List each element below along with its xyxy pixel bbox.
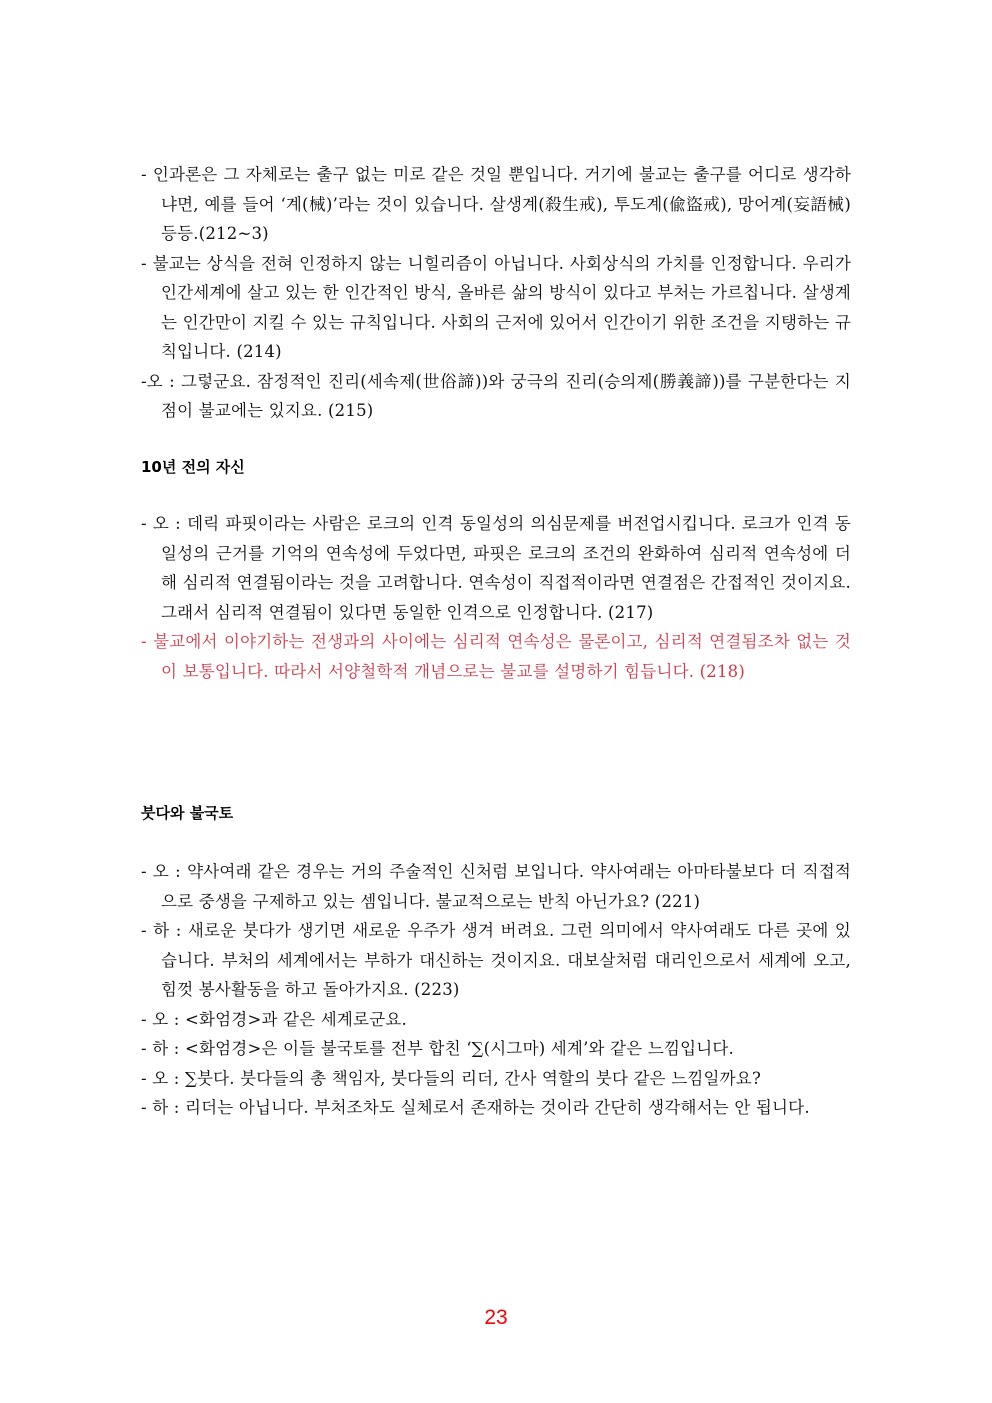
paragraph-avatamsaka-world: - 오 : <화엄경>과 같은 세계로군요. <box>141 1009 407 1029</box>
paragraph-sigma-buddha: - 오 : ∑붓다. 붓다들의 총 책임자, 붓다들의 리더, 간사 역할의 붓다 같은 느낌일까요? <box>141 1068 761 1088</box>
intro-section <box>141 160 851 426</box>
paragraph-new-buddha: - 하 : 새로운 붓다가 생기면 새로운 우주가 생겨 버려요. 그런 의미에서 약사여래도 다른 곳에 있습니다. 부처의 세계에서는 부하가 대신하는 것이지요. 대보살처럼 대리인으로서 세계에 오고, 힘껏 봉사활동을 하고 돌아가지요. (223) <box>141 921 851 999</box>
paragraph-parfit: - 오 : 데릭 파핏이라는 사람은 로크의 인격 동일성의 의심문제를 버전업시킵니다. 로크가 인격 동일성의 근거를 기억의 연속성에 두었다면, 파핏은 로크의 조건의 완화하여 심리적 연속성에 더해 심리적 연결됨이라는 것을 고려합니다. 연속성이 직접적이라면 연결점은 간접적인 것이지요. 그래서 심리적 연결됨이 있다면 동일한 인격으로 인정합니다. (217) <box>141 514 851 622</box>
heading-ten-years-ago: 10년 전의 자신 <box>141 458 245 476</box>
paragraph-common-sense: - 불교는 상식을 전혀 인정하지 않는 니힐리즘이 아닙니다. 사회상식의 가치를 인정합니다. 우리가 인간세계에 살고 있는 한 인간적인 방식, 올바른 삶의 방식이 있다고 부처는 가르칩니다. 살생계는 인간만이 지킬 수 있는 규칙입니다. 사회의 근저에 있어서 인간이기 위한 조건을 지탱하는 규칙입니다. (214) <box>141 253 851 361</box>
page-number: 23 <box>484 1306 508 1329</box>
heading-buddha-and-buddha-land: 붓다와 불국토 <box>141 804 234 822</box>
paragraph-sigma-world: - 하 : <화엄경>은 이들 불국토를 전부 합친 ‘∑(시그마) 세계’와 같은 느낌입니다. <box>141 1039 734 1058</box>
buddha-land-section <box>141 857 851 1123</box>
paragraph-causality: - 인과론은 그 자체로는 출구 없는 미로 같은 것일 뿐입니다. 거기에 불교는 출구를 어디로 생각하냐면, 예를 들어 ‘계(械)’라는 것이 있습니다. 살생계(殺生戒), 투도계(偸盜戒), 망어계(妄語械) 등등.(212~3) <box>141 165 851 243</box>
paragraph-two-truths: -오 : 그렇군요. 잠정적인 진리(세속제(世俗諦))와 궁극의 진리(승의제(勝義諦))를 구분한다는 지점이 불교에는 있지요. (215) <box>141 371 851 420</box>
paragraph-highlighted-past-life: - 불교에서 이야기하는 전생과의 사이에는 심리적 연속성은 물론이고, 심리적 연결됨조차 없는 것이 보통입니다. 따라서 서양철학적 개념으로는 불교를 설명하기 힘듭니다. (218) <box>141 632 851 681</box>
ten-years-section <box>141 509 851 686</box>
paragraph-medicine-buddha: - 오 : 약사여래 같은 경우는 거의 주술적인 신처럼 보입니다. 약사여래는 아마타불보다 더 직접적으로 중생을 구제하고 있는 셈입니다. 불교적으로는 반칙 아닌가요? (221) <box>141 862 851 911</box>
paragraph-not-leader: - 하 : 리더는 아닙니다. 부처조차도 실체로서 존재하는 것이라 간단히 생각해서는 안 됩니다. <box>141 1098 810 1117</box>
